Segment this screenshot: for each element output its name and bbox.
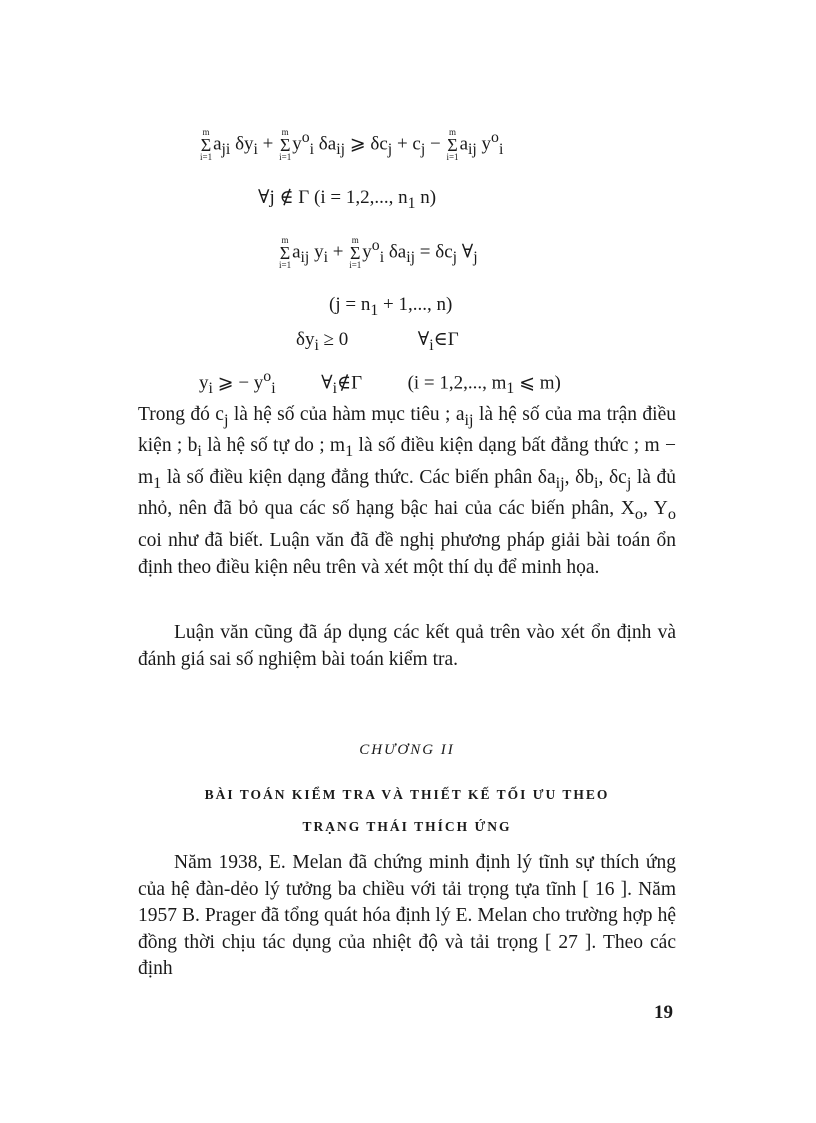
summation-symbol: m Σ i=1 xyxy=(279,127,292,162)
equation-6: $y_i$ ⩾ − $y^o_i$ $\forall_i\notin\Gamma$ (i = 1,2,..., $m_1$ ⩽ m) xyxy=(199,368,561,398)
body-paragraph-2: Luận văn cũng đã áp dụng các kết quả trên vào xét ổn định và đánh giá sai số nghiệm bài toán kiểm tra. xyxy=(138,622,676,670)
body-paragraph-1: Trong đó $c_j$ là hệ số của hàm mục tiêu ; $a_{ij}$ là hệ số của ma trận điều kiện ; $b_i$ là hệ số tự do ; $m_1$ là số điều kiện dạng bất đẳng thức ; $m - m_1$ là số điều kiện dạng đẳng thức. Các biến phân $\delta a_{ij}$, $\delta b_i$, $\delta c_j$ là đủ nhỏ, nên đã bỏ qua các số hạng bậc hai của các biến phân, $X_o$, $Y_o$ coi như đã biết. Luận văn đã đề nghị phương pháp giải bài toán ổn định theo điều kiện nêu trên và xét một thí dụ để minh họa. xyxy=(138,404,676,578)
page-number: 19 xyxy=(654,1002,673,1023)
equation-4: ($j = n_1 + 1$,..., n) xyxy=(329,294,453,319)
equation-2: ∀j ∉ Γ (i = 1,2,..., $n_1$ n) xyxy=(258,187,437,212)
chapter-label: CHƯƠNG II xyxy=(359,742,455,758)
body-paragraph-3: Năm 1938, E. Melan đã chứng minh định lý tĩnh sự thích ứng của hệ đàn-dẻo lý tưởng ba chiều với tải trọng tựa tĩnh [ 16 ]. Năm 1957 B. Prager đã tổng quát hóa định lý E. Melan cho trường hợp hệ đồng thời chịu tác dụng của nhiệt độ và tải trọng [ 27 ]. Theo các định xyxy=(138,852,676,980)
summation-symbol: m Σ i=1 xyxy=(200,127,213,162)
equation-5: $\delta y_i \ge 0$ $\forall_i\in\Gamma$ xyxy=(296,329,459,354)
equation-1: m Σ i=1 $a_{ji}$ $\delta y_i$ + m Σ i=1 $y^o_i$ $\delta a_{ij}$ ⩾ $\delta c_j + c_j$ − m Σ i=1 $a_{ij}$ $y^o_i$ xyxy=(200,127,504,162)
equation-3: m Σ i=1 $a_{ij}$ $y_i$ + m Σ i=1 $y^o_i$ $\delta a_{ij} = \delta c_j$ $\forall_j$ xyxy=(279,235,478,270)
summation-symbol: m Σ i=1 xyxy=(349,235,362,270)
summation-symbol: m Σ i=1 xyxy=(446,127,459,162)
chapter-title: BÀI TOÁN KIỂM TRA VÀ THIẾT KẾ TỐI ƯU THEO TRẠNG THÁI THÍCH ỨNG xyxy=(204,787,610,834)
summation-symbol: m Σ i=1 xyxy=(279,235,292,270)
